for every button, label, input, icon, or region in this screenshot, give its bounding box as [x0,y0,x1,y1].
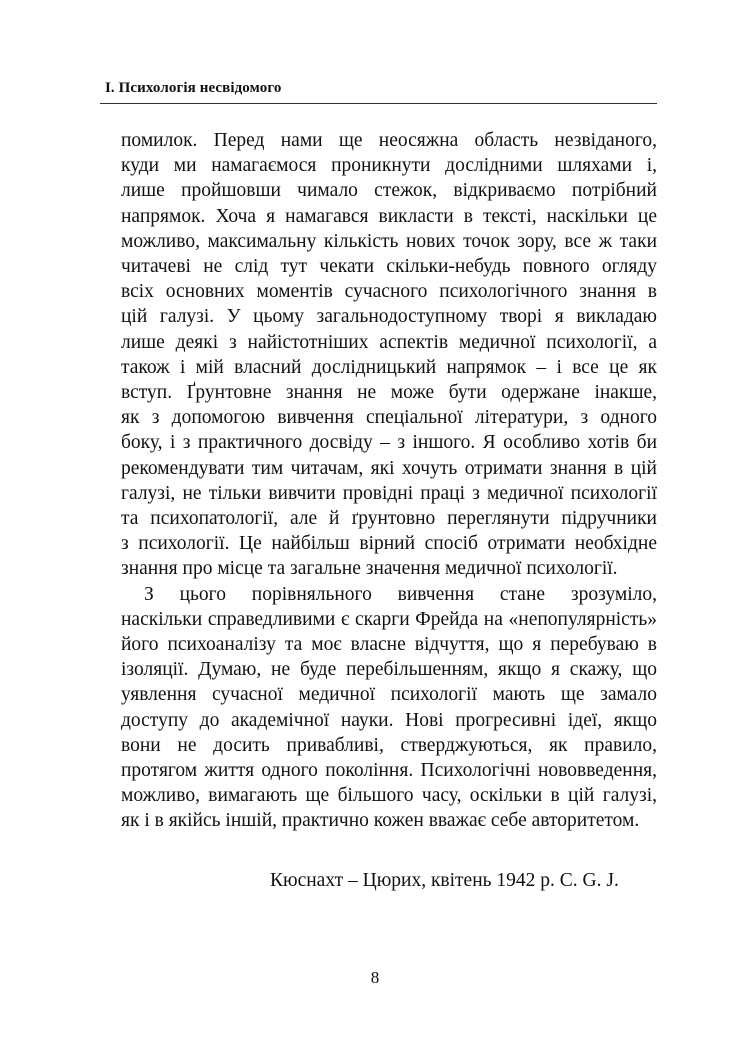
paragraph-2 [121,582,657,834]
paragraph-1 [121,128,657,582]
body-text [121,128,657,834]
text-line: напрямок. Хоча я намагався викласти в тексті, наскільки це [121,205,657,227]
text-line: як і в якійсь іншій, практично кожен вважає себе авторитетом. [121,810,640,832]
text-line: куди ми намагаємося проникнути дослідними шляхами і, [121,155,657,177]
text-line: ізоляції. Думаю, не буде перебільшенням, якщо я скажу, що [121,659,657,681]
text-line: як з допомогою вивчення спеціальної літератури, з одного [121,407,657,429]
text-line: лише пройшовши чимало стежок, відкриваємо потрібний [121,180,657,202]
text-line: всіх основних моментів сучасного психологічного знання в [121,281,657,303]
text-line: наскільки справедливими є скарги Фрейда на «непопулярність» [121,608,657,630]
text-line: вступ. Ґрунтовне знання не може бути одержане інакше, [121,382,657,404]
text-line: читачеві не слід тут чекати скільки-небудь повного огляду [121,256,657,278]
text-line: уявлення сучасної медичної психології мають ще замало [121,684,657,706]
header-rule [100,103,657,104]
text-line: цій галузі. У цьому загальнодоступному творі я викладаю [121,306,657,328]
text-line: його психоаналізу та моє власне відчуття, що я перебуваю в [121,634,657,656]
text-line: можливо, максимальну кількість нових точок зору, все ж таки [121,230,657,252]
text-line: вони не досить привабливі, стверджуються, як правило, [121,734,657,756]
text-line: помилок. Перед нами ще неосяжна область незвіданого, [121,130,657,151]
text-line: З цього порівняльного вивчення стане зрозуміло, [144,583,657,605]
text-line: та психопатології, але й ґрунтовно переглянути підручники [121,508,657,530]
text-line: можливо, вимагають ще більшого часу, оскільки в цій галузі, [121,785,657,807]
text-line: рекомендувати тим читачам, які хочуть отримати знання в цій [121,457,657,479]
text-line: з психології. Це найбільш вірний спосіб отримати необхідне [121,533,657,555]
text-line: боку, і з практичного досвіду – з іншого. Я особливо хотів би [121,432,657,454]
page-number: 8 [370,968,380,987]
text-line: протягом життя одного покоління. Психологічні нововведення, [121,760,657,782]
text-line: галузі, не тільки вивчити провідні праці з медичної психології [121,482,657,504]
text-line: також і мій власний дослідницький напрямок – і все це як [121,356,657,378]
running-head-title: І. Психологія несвідомого [105,80,282,96]
signature-line: Кюснахт – Цюрих, квітень 1942 р. С. G. J. [270,870,619,891]
text-line: знання про місце та загальне значення медичної психології. [121,558,618,580]
text-line: лише деякі з найістотніших аспектів медичної психології, а [121,331,657,353]
text-line: доступу до академічної науки. Нові прогресивні ідеї, якщо [121,709,657,731]
